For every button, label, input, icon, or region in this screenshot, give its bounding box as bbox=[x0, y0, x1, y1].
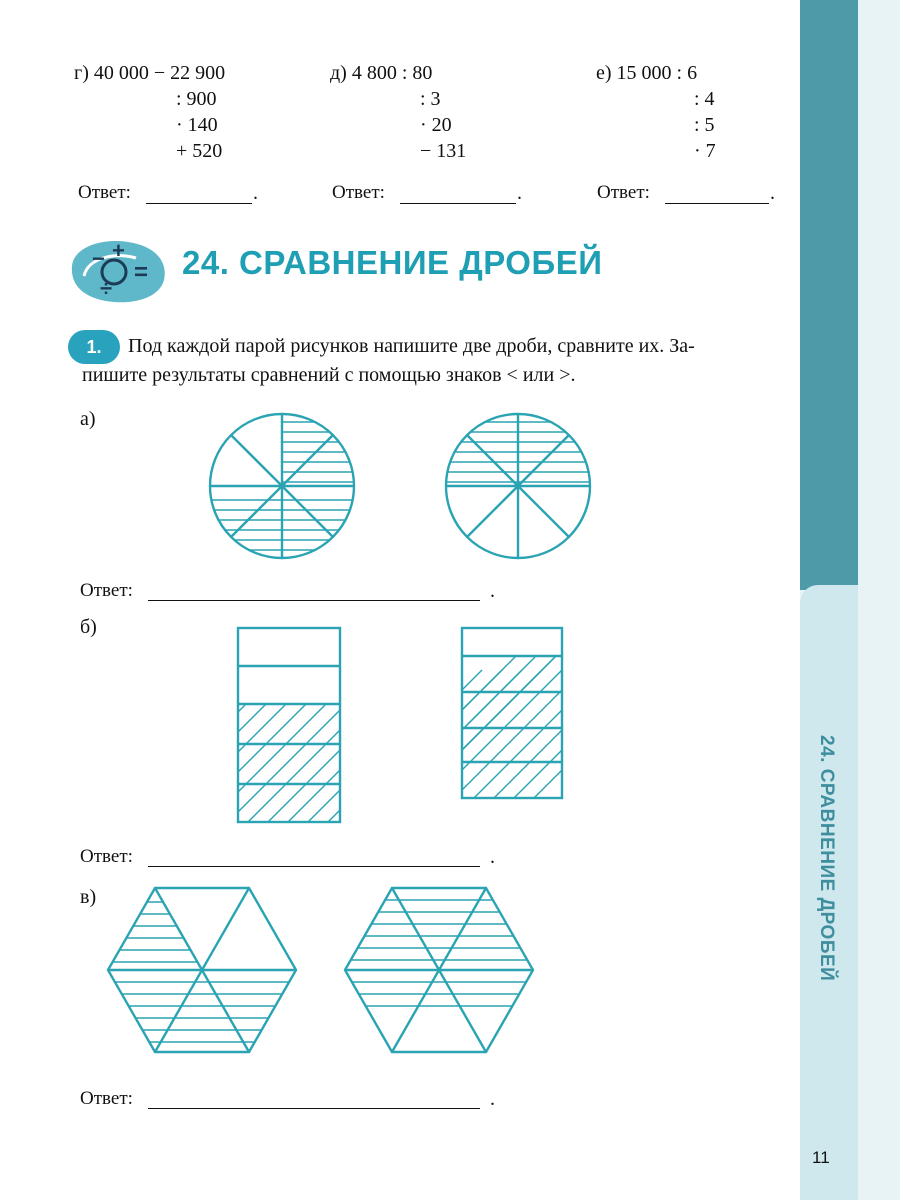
part-c-label: в) bbox=[80, 886, 97, 908]
part-a-circles bbox=[200, 406, 600, 566]
answer-period: . bbox=[490, 1088, 495, 1110]
arith-e-steps bbox=[694, 86, 716, 164]
arith-g-label: г) bbox=[74, 62, 89, 84]
arith-e-start: 15 000 : 6 bbox=[616, 62, 698, 84]
part-b-rectangles bbox=[230, 620, 570, 830]
answer-field-g[interactable] bbox=[146, 203, 252, 204]
answer-label: Ответ: bbox=[80, 1088, 133, 1109]
task-text-line2: пишите результаты сравнений с помощью знаков < или >. bbox=[82, 364, 576, 386]
svg-text:=: = bbox=[134, 259, 149, 286]
arith-d bbox=[330, 60, 432, 86]
arith-e-label: е) bbox=[596, 62, 612, 84]
arith-step: : 4 bbox=[694, 88, 715, 110]
arith-step: + 520 bbox=[176, 140, 223, 162]
answer-label: Ответ: bbox=[80, 580, 133, 601]
part-a-label: а) bbox=[80, 408, 96, 430]
arith-g-steps bbox=[176, 86, 222, 164]
svg-text:+: + bbox=[112, 238, 125, 263]
answer-period: . bbox=[490, 580, 495, 602]
answer-field-c[interactable] bbox=[148, 1108, 480, 1109]
arith-d-label: д) bbox=[330, 62, 347, 84]
arith-g-start: 40 000 − 22 900 bbox=[93, 62, 226, 84]
arith-e bbox=[596, 60, 697, 86]
task-text-line1: Под каждой парой рисунков напишите две дроби, сравните их. За- bbox=[128, 335, 695, 357]
arith-step: : 3 bbox=[420, 88, 441, 110]
part-b-label: б) bbox=[80, 616, 97, 638]
arith-step: · 140 bbox=[176, 114, 218, 136]
answer-period: . bbox=[770, 182, 775, 204]
answer-field-e[interactable] bbox=[665, 203, 769, 204]
arith-step: − 131 bbox=[420, 140, 467, 162]
answer-field-b[interactable] bbox=[148, 866, 480, 867]
side-section-title-text: 24. СРАВНЕНИЕ ДРОБЕЙ bbox=[816, 735, 837, 982]
section-title: 24. СРАВНЕНИЕ ДРОБЕЙ bbox=[182, 244, 603, 281]
task-number-badge: 1. bbox=[68, 330, 120, 364]
answer-field-a[interactable] bbox=[148, 600, 480, 601]
part-c-hexagons bbox=[100, 882, 540, 1058]
side-section-title bbox=[800, 585, 858, 1105]
answer-period: . bbox=[253, 182, 258, 204]
arith-step: · 20 bbox=[420, 114, 452, 136]
arith-d-steps bbox=[420, 86, 466, 164]
svg-text:÷: ÷ bbox=[100, 276, 113, 301]
answer-period: . bbox=[517, 182, 522, 204]
task-text bbox=[82, 332, 788, 390]
svg-text:−: − bbox=[92, 246, 105, 271]
answer-label: Ответ: bbox=[80, 846, 133, 867]
answer-period: . bbox=[490, 846, 495, 868]
side-bar-top bbox=[800, 0, 858, 590]
arith-d-start: 4 800 : 80 bbox=[351, 62, 433, 84]
answer-field-d[interactable] bbox=[400, 203, 516, 204]
answer-label: Ответ: bbox=[78, 182, 131, 203]
math-operations-icon bbox=[64, 236, 172, 308]
arith-g bbox=[74, 60, 225, 86]
arith-step: · 7 bbox=[694, 140, 716, 162]
answer-label: Ответ: bbox=[332, 182, 385, 203]
answer-label: Ответ: bbox=[597, 182, 650, 203]
page-number: 11 bbox=[812, 1148, 830, 1167]
arith-step: : 900 bbox=[176, 88, 217, 110]
arith-step: : 5 bbox=[694, 114, 715, 136]
